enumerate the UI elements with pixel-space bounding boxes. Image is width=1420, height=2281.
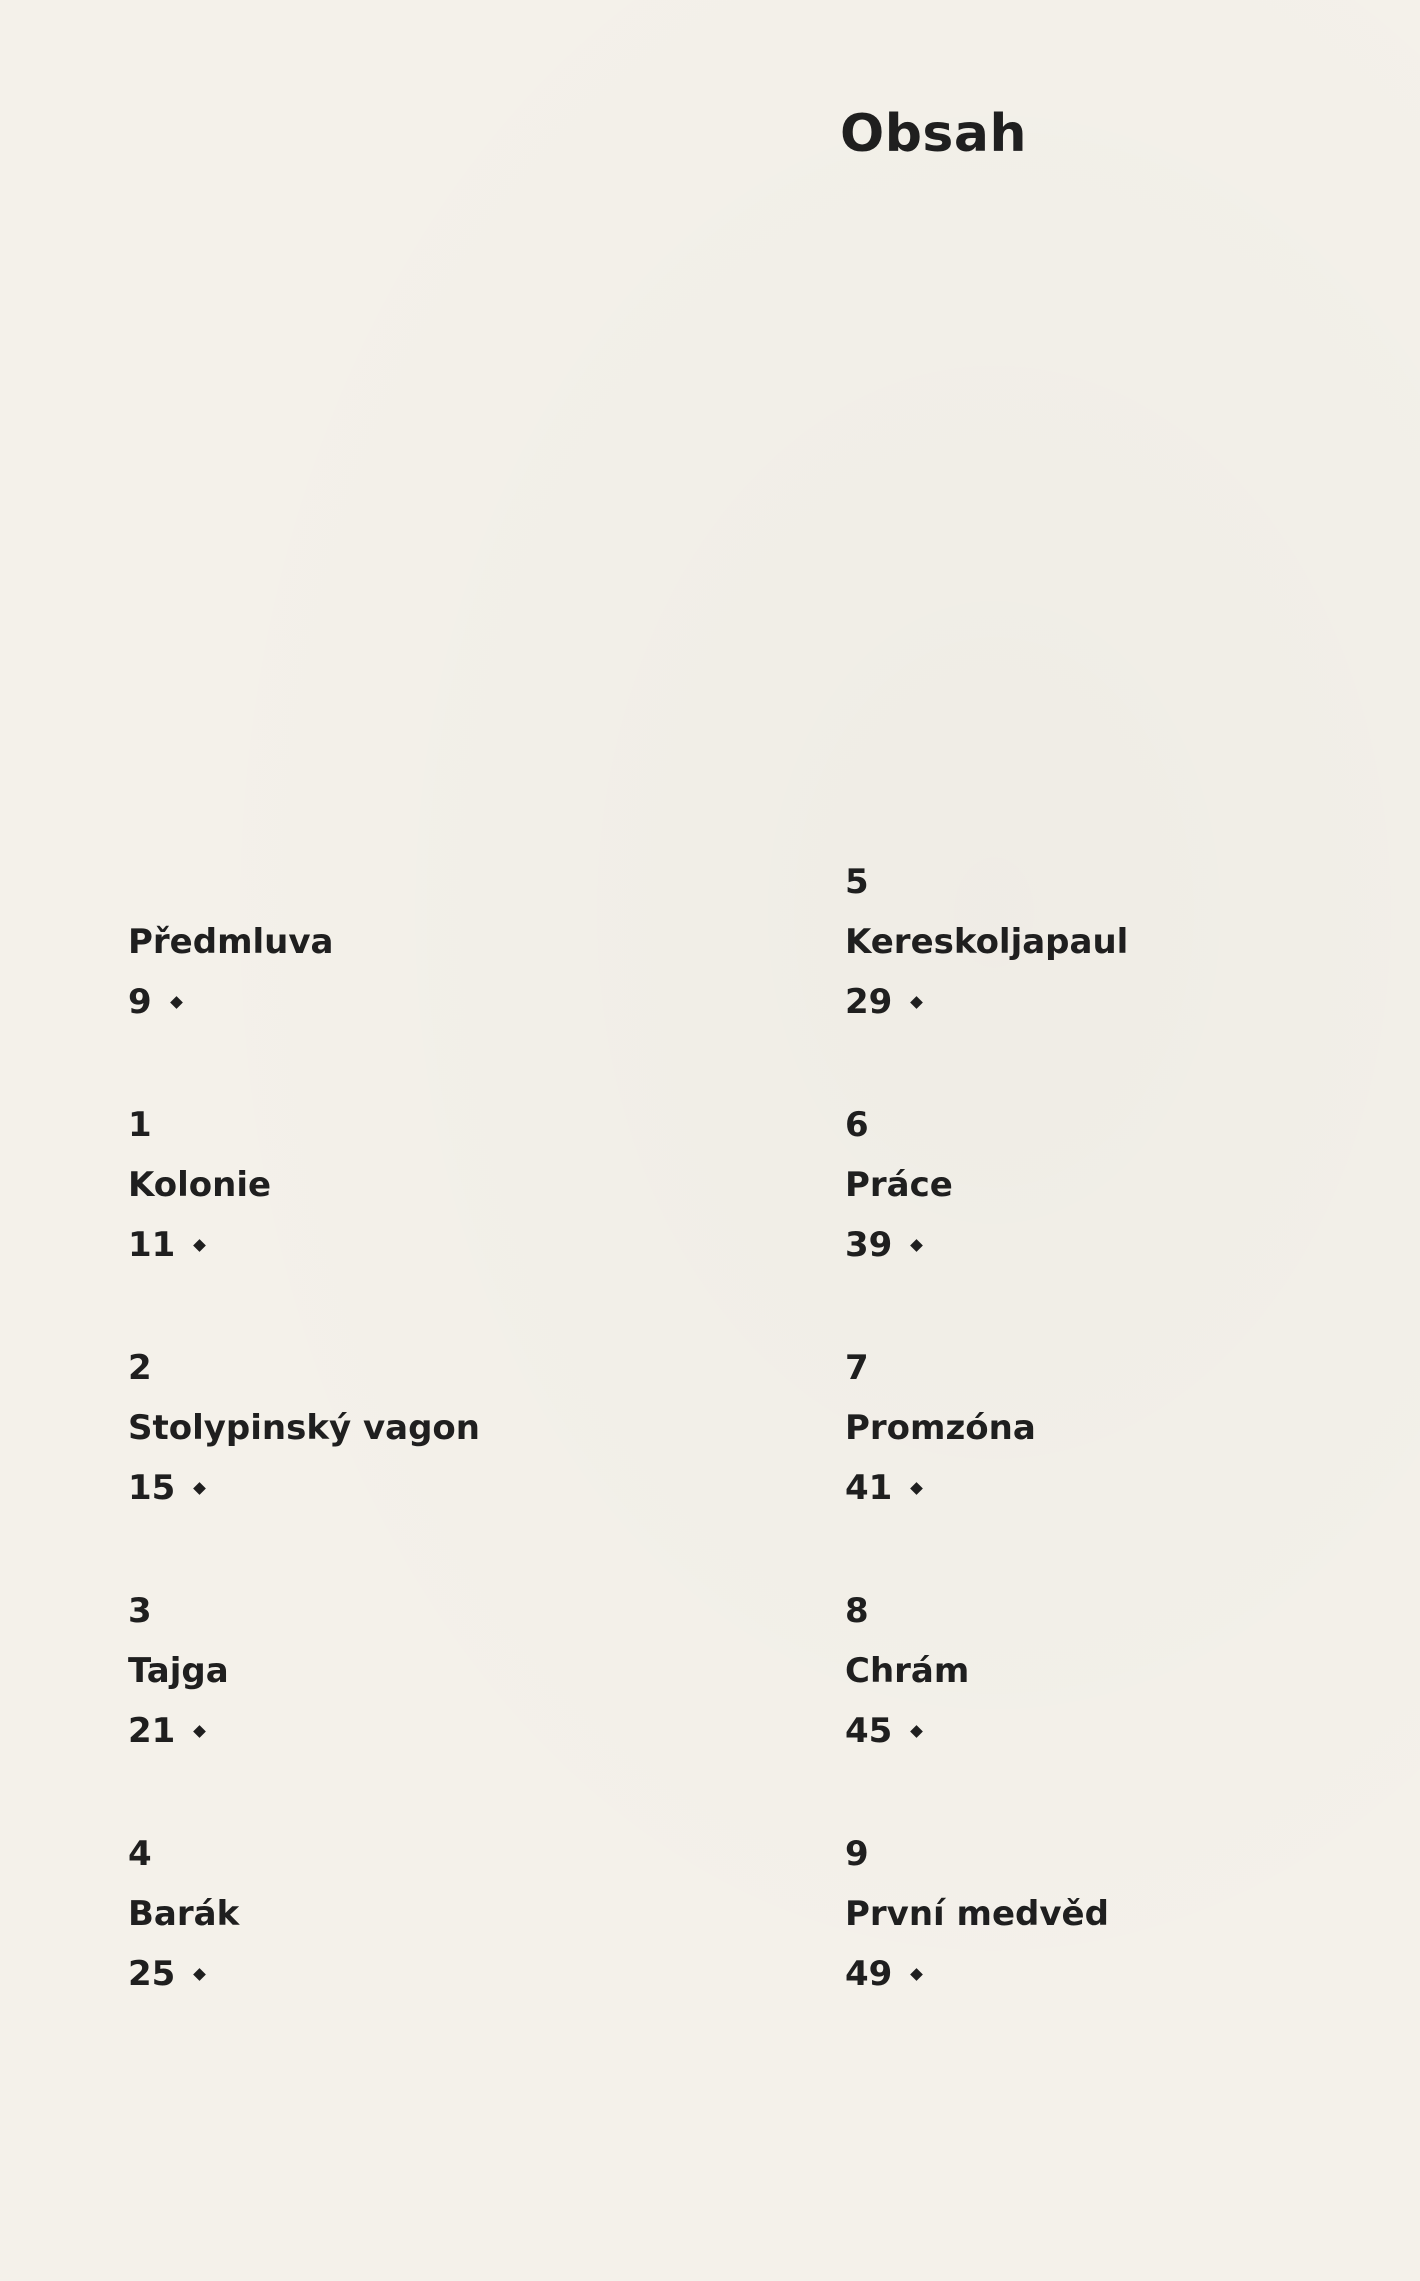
chapter-title: Stolypinský vagon bbox=[128, 1408, 480, 1448]
page-number-line bbox=[845, 1225, 1365, 1265]
page-number-line bbox=[128, 1711, 648, 1751]
diamond-icon bbox=[193, 1968, 206, 1981]
diamond-icon bbox=[910, 1725, 923, 1738]
page-number: 29 bbox=[845, 982, 893, 1022]
page-number-line bbox=[128, 982, 648, 1022]
toc-entry-chapter-1 bbox=[128, 1105, 648, 1265]
chapter-number: 3 bbox=[128, 1591, 152, 1631]
page-number-line bbox=[128, 1468, 648, 1508]
page-number-line bbox=[128, 1225, 648, 1265]
chapter-title: Chrám bbox=[845, 1651, 970, 1691]
toc-entry-chapter-3 bbox=[128, 1591, 648, 1751]
diamond-icon bbox=[910, 1482, 923, 1495]
chapter-number bbox=[128, 865, 648, 899]
toc-entry-chapter-5 bbox=[845, 862, 1365, 1022]
diamond-icon bbox=[193, 1482, 206, 1495]
page-number-line bbox=[845, 1468, 1365, 1508]
toc-entry-chapter-8 bbox=[845, 1591, 1365, 1751]
chapter-title: Tajga bbox=[128, 1651, 229, 1691]
chapter-title: Předmluva bbox=[128, 922, 334, 962]
page-number: 39 bbox=[845, 1225, 893, 1265]
page-number: 25 bbox=[128, 1954, 176, 1994]
chapter-number: 8 bbox=[845, 1591, 869, 1631]
chapter-title: Barák bbox=[128, 1894, 240, 1934]
chapter-number: 4 bbox=[128, 1834, 152, 1874]
chapter-number: 5 bbox=[845, 862, 869, 902]
chapter-number: 7 bbox=[845, 1348, 869, 1388]
toc-entry-chapter-9 bbox=[845, 1834, 1365, 1994]
chapter-number: 1 bbox=[128, 1105, 152, 1145]
page-number: 49 bbox=[845, 1954, 893, 1994]
page-number: 15 bbox=[128, 1468, 176, 1508]
diamond-icon bbox=[910, 1968, 923, 1981]
diamond-icon bbox=[910, 1239, 923, 1252]
chapter-title: Promzóna bbox=[845, 1408, 1036, 1448]
toc-entry-chapter-2 bbox=[128, 1348, 648, 1508]
chapter-title: Kolonie bbox=[128, 1165, 272, 1205]
page-number-line bbox=[845, 1711, 1365, 1751]
diamond-icon bbox=[193, 1725, 206, 1738]
page-number: 9 bbox=[128, 982, 152, 1022]
page-number-line bbox=[128, 1954, 648, 1994]
chapter-number: 9 bbox=[845, 1834, 869, 1874]
page-number: 21 bbox=[128, 1711, 176, 1751]
page-number: 45 bbox=[845, 1711, 893, 1751]
diamond-icon bbox=[193, 1239, 206, 1252]
chapter-number: 2 bbox=[128, 1348, 152, 1388]
page-title: Obsah bbox=[840, 104, 1027, 164]
toc-entry-preface bbox=[128, 865, 648, 1022]
toc-entry-chapter-6 bbox=[845, 1105, 1365, 1265]
page-number: 41 bbox=[845, 1468, 893, 1508]
chapter-title: První medvěd bbox=[845, 1894, 1109, 1934]
page-number-line bbox=[845, 982, 1365, 1022]
diamond-icon bbox=[170, 996, 183, 1009]
page-number-line bbox=[845, 1954, 1365, 1994]
page-number: 11 bbox=[128, 1225, 176, 1265]
chapter-number: 6 bbox=[845, 1105, 869, 1145]
chapter-title: Kereskoljapaul bbox=[845, 922, 1129, 962]
diamond-icon bbox=[910, 996, 923, 1009]
chapter-title: Práce bbox=[845, 1165, 953, 1205]
toc-entry-chapter-4 bbox=[128, 1834, 648, 1994]
toc-entry-chapter-7 bbox=[845, 1348, 1365, 1508]
